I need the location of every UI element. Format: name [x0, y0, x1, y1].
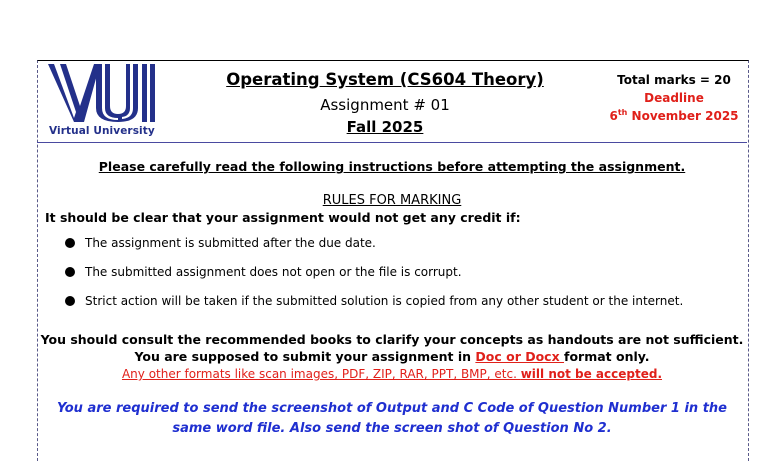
rule-item	[65, 236, 376, 250]
rule-item	[65, 265, 462, 279]
deadline-date	[600, 108, 748, 123]
header-divider	[37, 142, 747, 143]
instructions-heading: Please carefully read the following instructions before attempting the assignment.	[98, 159, 686, 174]
term-label: Fall 2025	[346, 118, 424, 136]
rule-text: The submitted assignment does not open or the file is corrupt.	[85, 265, 462, 279]
format-note	[37, 349, 747, 364]
format-note-post: format only.	[564, 349, 650, 364]
books-note: You should consult the recommended books to clarify your concepts as handouts are not sufficient.	[40, 332, 744, 347]
rule-text: Strict action will be taken if the submitted solution is copied from any other student or the internet.	[85, 294, 684, 308]
rule-item	[65, 294, 683, 308]
bullet-icon	[65, 296, 75, 306]
format-doc-docx: Doc or Docx	[475, 349, 565, 364]
screenshot-requirement-note: You are required to send the screenshot of Output and C Code of Question Number 1 in the same word file. Also send the screen shot of Question No 2.	[57, 401, 727, 436]
other-formats-note	[37, 367, 747, 381]
course-title: Operating System (CS604 Theory)	[226, 70, 544, 89]
bullet-icon	[65, 267, 75, 277]
rule-text: The assignment is submitted after the due date.	[85, 236, 376, 250]
bullet-icon	[65, 238, 75, 248]
total-marks: Total marks = 20	[617, 73, 731, 87]
deadline-label: Deadline	[644, 91, 704, 105]
deadline-month-year: November 2025	[627, 109, 739, 123]
other-formats-text: Any other formats like scan images, PDF, ZIP, RAR, PPT, BMP, etc.	[121, 367, 521, 381]
not-accepted-text: will not be accepted.	[520, 367, 663, 381]
rules-intro: It should be clear that your assignment would not get any credit if:	[45, 210, 521, 225]
deadline-day: 6	[609, 109, 618, 123]
rules-title: RULES FOR MARKING	[322, 193, 462, 208]
assignment-number: Assignment # 01	[320, 96, 450, 114]
deadline-day-suffix: th	[617, 108, 628, 117]
format-note-pre: You are supposed to submit your assignment in	[134, 349, 476, 364]
logo-caption: Virtual University	[49, 125, 155, 137]
